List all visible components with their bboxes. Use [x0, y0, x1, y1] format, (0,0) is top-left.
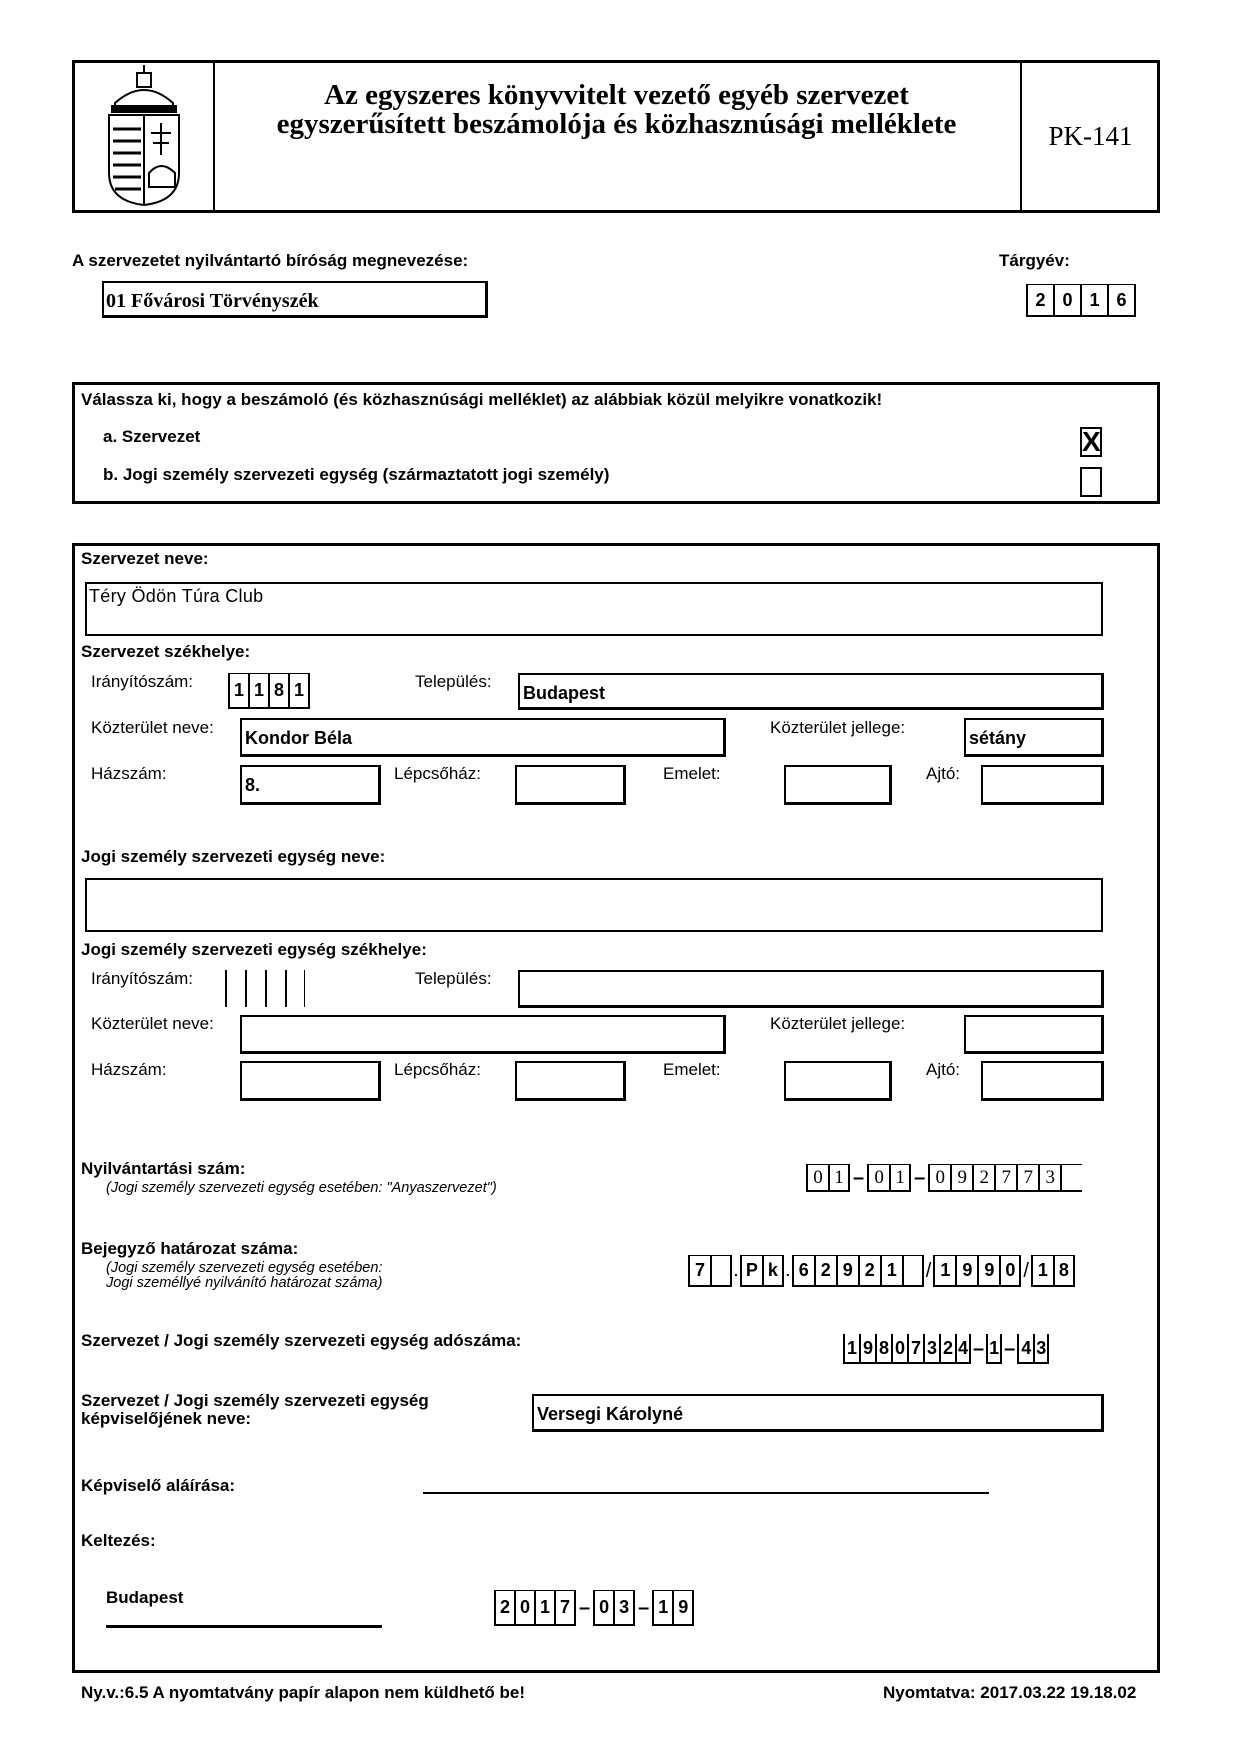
unit-zip-digit[interactable] — [225, 970, 245, 1007]
org-house-field[interactable]: 8. — [240, 765, 381, 805]
registration-separator: – — [853, 1166, 865, 1189]
decision-char[interactable]: P — [740, 1255, 762, 1287]
decision-char[interactable]: 2 — [858, 1255, 880, 1287]
unit-floor-label: Emelet: — [663, 1060, 721, 1079]
decision-label: Bejegyző határozat száma: — [81, 1239, 299, 1258]
org-stair-field[interactable] — [515, 765, 626, 805]
registration-separator: – — [914, 1166, 926, 1189]
unit-city-field[interactable] — [518, 970, 1104, 1008]
tax-group3 — [1017, 1334, 1049, 1364]
unit-zip-digit[interactable] — [245, 970, 265, 1007]
org-door-label: Ajtó: — [926, 764, 961, 783]
decision-slash: / — [925, 1259, 932, 1282]
tax-label: Szervezet / Jogi személy szervezeti egység adószáma: — [81, 1331, 522, 1350]
date-digit[interactable]: 7 — [554, 1590, 576, 1626]
registration-group1 — [806, 1164, 850, 1192]
decision-char[interactable]: 0 — [999, 1255, 1021, 1287]
decision-number — [688, 1255, 1075, 1287]
registration-digit[interactable]: 0 — [867, 1164, 889, 1192]
unit-city-label: Település: — [415, 969, 492, 988]
decision-note-line2: Jogi személlyé nyilvánító határozat száma) — [106, 1275, 383, 1291]
registration-digit[interactable]: 1 — [889, 1164, 911, 1192]
date-digit[interactable]: 1 — [652, 1590, 672, 1626]
tax-digit[interactable]: 4 — [955, 1334, 971, 1364]
decision-char[interactable]: 6 — [792, 1255, 814, 1287]
tax-digit[interactable]: 3 — [923, 1334, 939, 1364]
option-b-checkbox[interactable] — [1080, 467, 1102, 497]
org-door-field[interactable] — [981, 765, 1104, 805]
date-day — [652, 1590, 694, 1626]
date-digit[interactable]: 3 — [613, 1590, 635, 1626]
tax-digit[interactable]: 2 — [939, 1334, 955, 1364]
unit-seat-label: Jogi személy szervezeti egység székhelye: — [81, 940, 427, 959]
form-code-cell — [1020, 63, 1159, 210]
choice-question: Válassza ki, hogy a beszámoló (és közhasznúsági melléklet) az alábbiak közül melyikre vonatkozik! — [81, 390, 883, 409]
decision-dot: . — [734, 1263, 738, 1279]
date-month — [593, 1590, 635, 1626]
decision-char[interactable]: 9 — [977, 1255, 999, 1287]
org-name-field[interactable]: Téry Ödön Túra Club — [85, 582, 1103, 636]
decision-char[interactable]: k — [762, 1255, 784, 1287]
unit-street-field[interactable] — [240, 1015, 726, 1054]
org-street-field[interactable]: Kondor Béla — [240, 718, 726, 757]
unit-floor-field[interactable] — [784, 1061, 892, 1101]
form-code: PK-141 — [1048, 121, 1133, 151]
court-field[interactable]: 01 Fővárosi Törvényszék — [102, 281, 488, 318]
unit-street-label: Közterület neve: — [91, 1014, 214, 1033]
org-street-type-label: Közterület jellege: — [770, 718, 906, 737]
tax-digit[interactable]: 0 — [891, 1334, 907, 1364]
decision-char[interactable]: 8 — [1053, 1255, 1075, 1287]
registration-digit[interactable]: 0 — [928, 1164, 950, 1192]
header-logo-cell — [75, 63, 215, 210]
year-digit[interactable]: 6 — [1107, 284, 1136, 317]
unit-house-label: Házszám: — [91, 1060, 167, 1079]
unit-zip-digit[interactable] — [285, 970, 305, 1007]
year-digit[interactable]: 1 — [1080, 284, 1107, 317]
unit-name-field[interactable] — [85, 878, 1103, 932]
registration-digit[interactable]: 3 — [1038, 1164, 1060, 1192]
registration-digit[interactable] — [1060, 1164, 1082, 1192]
registration-number — [806, 1164, 1082, 1192]
org-city-field[interactable]: Budapest — [518, 673, 1104, 710]
org-zip-label: Irányítószám: — [91, 672, 194, 691]
footer-printed: Nyomtatva: 2017.03.22 19.18.02 — [883, 1683, 1137, 1702]
decision-char[interactable] — [902, 1255, 924, 1287]
coat-of-arms-logo — [75, 63, 213, 210]
org-floor-label: Emelet: — [663, 764, 721, 783]
unit-door-field[interactable] — [981, 1061, 1104, 1101]
year-digit[interactable]: 2 — [1026, 284, 1053, 317]
year-cells — [1026, 284, 1136, 317]
tax-number — [843, 1334, 1049, 1364]
decision-slash: / — [1023, 1259, 1029, 1282]
dating-place[interactable]: Budapest — [106, 1588, 184, 1607]
tax-digit[interactable]: 8 — [875, 1334, 891, 1364]
date-separator: – — [579, 1596, 591, 1619]
date-separator: – — [638, 1596, 650, 1619]
unit-house-field[interactable] — [240, 1061, 381, 1101]
registration-group2 — [867, 1164, 911, 1192]
date-digit[interactable]: 1 — [534, 1590, 554, 1626]
registration-note: (Jogi személy szervezeti egység esetében: "Anyaszervezet") — [106, 1180, 497, 1196]
header-title — [215, 81, 1018, 139]
unit-zip-cells — [225, 970, 305, 1007]
header-title-line1: Az egyszeres könyvvitelt vezető egyéb szervezet — [324, 79, 909, 111]
decision-group2 — [740, 1255, 784, 1287]
unit-stair-field[interactable] — [515, 1061, 626, 1101]
org-city-label: Település: — [415, 672, 492, 691]
decision-char[interactable]: 1 — [933, 1255, 955, 1287]
tax-digit[interactable]: 1 — [986, 1334, 1002, 1364]
tax-group1 — [843, 1334, 971, 1364]
tax-digit[interactable]: 9 — [859, 1334, 875, 1364]
decision-char[interactable]: 9 — [836, 1255, 858, 1287]
court-label: A szervezetet nyilvántartó bíróság megnevezése: — [72, 251, 469, 270]
year-digit[interactable]: 0 — [1053, 284, 1080, 317]
dating-place-line — [106, 1625, 382, 1628]
form-header — [72, 60, 1160, 213]
date-digit[interactable]: 9 — [672, 1590, 694, 1626]
decision-char[interactable]: 1 — [1031, 1255, 1053, 1287]
main-section — [72, 543, 1160, 1673]
unit-street-type-label: Közterület jellege: — [770, 1014, 906, 1033]
tax-separator: – — [973, 1337, 985, 1360]
org-zip-digit[interactable]: 1 — [228, 673, 248, 709]
representative-label-line2: képviselőjének neve: — [81, 1409, 252, 1428]
decision-char[interactable]: 1 — [880, 1255, 902, 1287]
org-street-label: Közterület neve: — [91, 718, 214, 737]
org-floor-field[interactable] — [784, 765, 892, 805]
decision-group1 — [688, 1255, 732, 1287]
registration-digit[interactable]: 7 — [1016, 1164, 1038, 1192]
dating-label: Keltezés: — [81, 1531, 156, 1550]
option-b-label: b. Jogi személy szervezeti egység (származtatott jogi személy) — [103, 465, 610, 484]
org-house-label: Házszám: — [91, 764, 167, 783]
tax-separator: – — [1004, 1337, 1016, 1360]
registration-digit[interactable]: 0 — [806, 1164, 828, 1192]
unit-door-label: Ajtó: — [926, 1060, 961, 1079]
year-label: Tárgyév: — [999, 251, 1070, 270]
option-a-checkbox[interactable]: X — [1082, 426, 1101, 457]
choice-section — [72, 382, 1160, 504]
dating-date — [494, 1590, 694, 1626]
registration-digit[interactable]: 7 — [994, 1164, 1016, 1192]
decision-char[interactable] — [710, 1255, 732, 1287]
unit-zip-label: Irányítószám: — [91, 969, 194, 988]
decision-group4 — [933, 1255, 1021, 1287]
tax-digit[interactable]: 4 — [1017, 1334, 1033, 1364]
representative-label-line1: Szervezet / Jogi személy szervezeti egység — [81, 1391, 429, 1410]
org-street-type-field[interactable]: sétány — [964, 718, 1104, 757]
registration-digit[interactable]: 9 — [950, 1164, 972, 1192]
registration-digit[interactable]: 1 — [828, 1164, 850, 1192]
decision-group5 — [1031, 1255, 1075, 1287]
org-zip-digit[interactable]: 8 — [268, 673, 288, 709]
decision-dot: . — [785, 1263, 790, 1279]
date-digit[interactable]: 0 — [514, 1590, 534, 1626]
tax-digit[interactable]: 1 — [843, 1334, 859, 1364]
footer-version: Ny.v.:6.5 A nyomtatvány papír alapon nem küldhető be! — [81, 1683, 525, 1702]
decision-char[interactable]: 7 — [688, 1255, 710, 1287]
org-zip-digit[interactable]: 1 — [248, 673, 268, 709]
tax-group2 — [986, 1334, 1002, 1364]
unit-stair-label: Lépcsőház: — [394, 1060, 481, 1079]
registration-digit[interactable]: 2 — [972, 1164, 994, 1192]
unit-name-label: Jogi személy szervezeti egység neve: — [81, 847, 386, 866]
decision-group3 — [792, 1255, 924, 1287]
tax-digit[interactable]: 3 — [1033, 1334, 1049, 1364]
decision-char[interactable]: 2 — [814, 1255, 836, 1287]
date-year — [494, 1590, 576, 1626]
header-title-line2: egyszerűsített beszámolója és közhasznúsági melléklete — [276, 108, 957, 140]
date-digit[interactable]: 2 — [494, 1590, 514, 1626]
decision-note-line1: (Jogi személy szervezeti egység esetében: — [106, 1260, 383, 1276]
org-zip-cells — [228, 673, 310, 709]
signature-label: Képviselő aláírása: — [81, 1476, 236, 1495]
unit-street-type-field[interactable] — [964, 1015, 1104, 1054]
org-zip-digit[interactable]: 1 — [288, 673, 310, 709]
signature-line[interactable] — [423, 1492, 989, 1494]
tax-digit[interactable]: 7 — [907, 1334, 923, 1364]
unit-zip-digit[interactable] — [265, 970, 285, 1007]
date-digit[interactable]: 0 — [593, 1590, 613, 1626]
option-a-label: a. Szervezet — [103, 427, 201, 446]
org-name-label: Szervezet neve: — [81, 549, 209, 568]
org-stair-label: Lépcsőház: — [394, 764, 481, 783]
decision-char[interactable]: 9 — [955, 1255, 977, 1287]
representative-name-field[interactable]: Versegi Károlyné — [532, 1394, 1104, 1432]
registration-label: Nyilvántartási szám: — [81, 1159, 246, 1178]
registration-group3 — [928, 1164, 1082, 1192]
org-seat-label: Szervezet székhelye: — [81, 642, 251, 661]
